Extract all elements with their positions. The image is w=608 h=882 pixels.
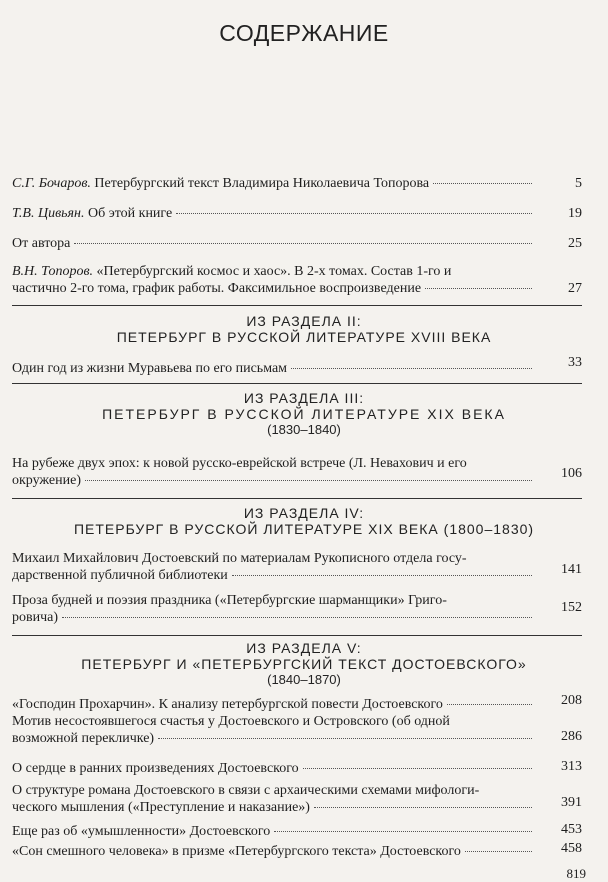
entry-page: 25 (568, 236, 582, 251)
section-rule (12, 383, 582, 384)
entry-author: С.Г. Бочаров. (12, 176, 91, 191)
entry-page: 27 (568, 281, 582, 296)
dot-leader (85, 480, 532, 481)
section-from: ИЗ РАЗДЕЛА II: (246, 313, 362, 329)
entry-page: 458 (561, 841, 582, 856)
entry-page: 391 (561, 795, 582, 810)
toc-entry (12, 235, 582, 252)
entry-author: Т.В. Цивьян. (12, 206, 85, 221)
entry-title-line1: Проза будней и поэзия праздника («Петербургские шарманщики» Григо- (12, 593, 447, 608)
section-heading (0, 640, 608, 687)
toc-entry (12, 693, 582, 713)
toc-entry (12, 455, 582, 489)
entry-title: От автора (12, 236, 71, 251)
toc-entry (12, 760, 582, 777)
entry-page: 208 (561, 693, 582, 708)
section-name: ПЕТЕРБУРГ И «ПЕТЕРБУРГСКИЙ ТЕКСТ ДОСТОЕВСКОГО» (81, 656, 527, 672)
entry-page: 141 (561, 562, 582, 577)
toc-entry (12, 592, 582, 626)
toc-entry (12, 205, 582, 222)
dot-leader (425, 288, 532, 289)
toc-entry (12, 263, 582, 297)
dot-leader (465, 851, 532, 852)
dot-leader (303, 768, 532, 769)
entry-title-line2: возможной перекличке) (12, 731, 155, 746)
dot-leader (232, 575, 532, 576)
entry-title-line2: ческого мышления («Преступление и наказание») (12, 800, 310, 815)
toc-entry (12, 550, 582, 584)
entry-page: 453 (561, 822, 582, 837)
section-rule (12, 305, 582, 306)
dot-leader (447, 704, 532, 705)
entry-title-line1: Мотив несостоявшегося счастья у Достоевского и Островского (об одной (12, 714, 450, 729)
entry-page: 286 (561, 729, 582, 744)
section-heading (0, 390, 608, 437)
entry-page: 106 (561, 466, 582, 481)
section-from: ИЗ РАЗДЕЛА V: (246, 640, 362, 656)
entry-title: Петербургский текст Владимира Николаевича Топорова (94, 176, 430, 191)
toc-entry (12, 355, 582, 377)
toc-entry (12, 823, 582, 840)
entry-title-line2: окружение) (12, 473, 81, 488)
entry-title-line1: На рубеже двух эпох: к новой русско-еврейской встрече (Л. Невахович и его (12, 456, 467, 471)
section-rule (12, 498, 582, 499)
section-name: ПЕТЕРБУРГ В РУССКОЙ ЛИТЕРАТУРЕ XIX ВЕКА (1800–1830) (73, 521, 535, 537)
section-name: ПЕТЕРБУРГ В РУССКОЙ ЛИТЕРАТУРЕ XVIII ВЕКА (116, 329, 492, 345)
section-years: (1830–1840) (267, 422, 341, 437)
entry-title: Один год из жизни Муравьева по его письмам (12, 361, 288, 376)
entry-title: «Господин Прохарчин». К анализу петербургской повести Достоевского (12, 697, 443, 712)
entry-title-line2: ровича) (12, 610, 59, 625)
entry-title-line1: О структуре романа Достоевского в связи с архаическими схемами мифологи- (12, 783, 480, 798)
dot-leader (176, 213, 532, 214)
section-name: ПЕТЕРБУРГ В РУССКОЙ ЛИТЕРАТУРЕ XIX ВЕКА (102, 406, 506, 422)
dot-leader (62, 617, 532, 618)
toc-entry (12, 713, 582, 747)
dot-leader (291, 368, 532, 369)
entry-page: 5 (575, 176, 582, 191)
toc-entry (12, 843, 582, 860)
section-rule (12, 635, 582, 636)
entry-title-line2: дарственной публичной библиотеки (12, 568, 228, 583)
toc-entry (12, 175, 582, 192)
entry-page: 313 (561, 759, 582, 774)
entry-title-line2: частично 2-го тома, график работы. Факсимильное воспроизведение (12, 281, 422, 296)
section-heading (0, 313, 608, 345)
section-from: ИЗ РАЗДЕЛА III: (243, 390, 365, 406)
dot-leader (314, 807, 532, 808)
entry-title-line1: Михаил Михайлович Достоевский по материалам Рукописного отдела госу- (12, 551, 467, 566)
entry-author: В.Н. Топоров. (12, 264, 94, 279)
toc-entry (12, 782, 582, 816)
entry-title-line1: «Петербургский космос и хаос». В 2-х томах. Состав 1-го и (96, 264, 452, 279)
section-from: ИЗ РАЗДЕЛА IV: (243, 505, 365, 521)
entry-title: Еще раз об «умышленности» Достоевского (12, 824, 271, 839)
entry-page: 152 (561, 600, 582, 615)
entry-page: 33 (568, 355, 582, 370)
page-number: 819 (566, 866, 586, 881)
entry-page: 19 (568, 206, 582, 221)
page-title: СОДЕРЖАНИЕ (219, 20, 389, 46)
dot-leader (274, 831, 532, 832)
dot-leader (74, 243, 532, 244)
entry-title: О сердце в ранних произведениях Достоевского (12, 761, 299, 776)
section-years: (1840–1870) (267, 672, 341, 687)
entry-title: «Сон смешного человека» в призме «Петербургского текста» Достоевского (12, 844, 461, 859)
dot-leader (433, 183, 532, 184)
section-heading (0, 505, 608, 537)
dot-leader (158, 738, 532, 739)
entry-title: Об этой книге (87, 206, 173, 221)
